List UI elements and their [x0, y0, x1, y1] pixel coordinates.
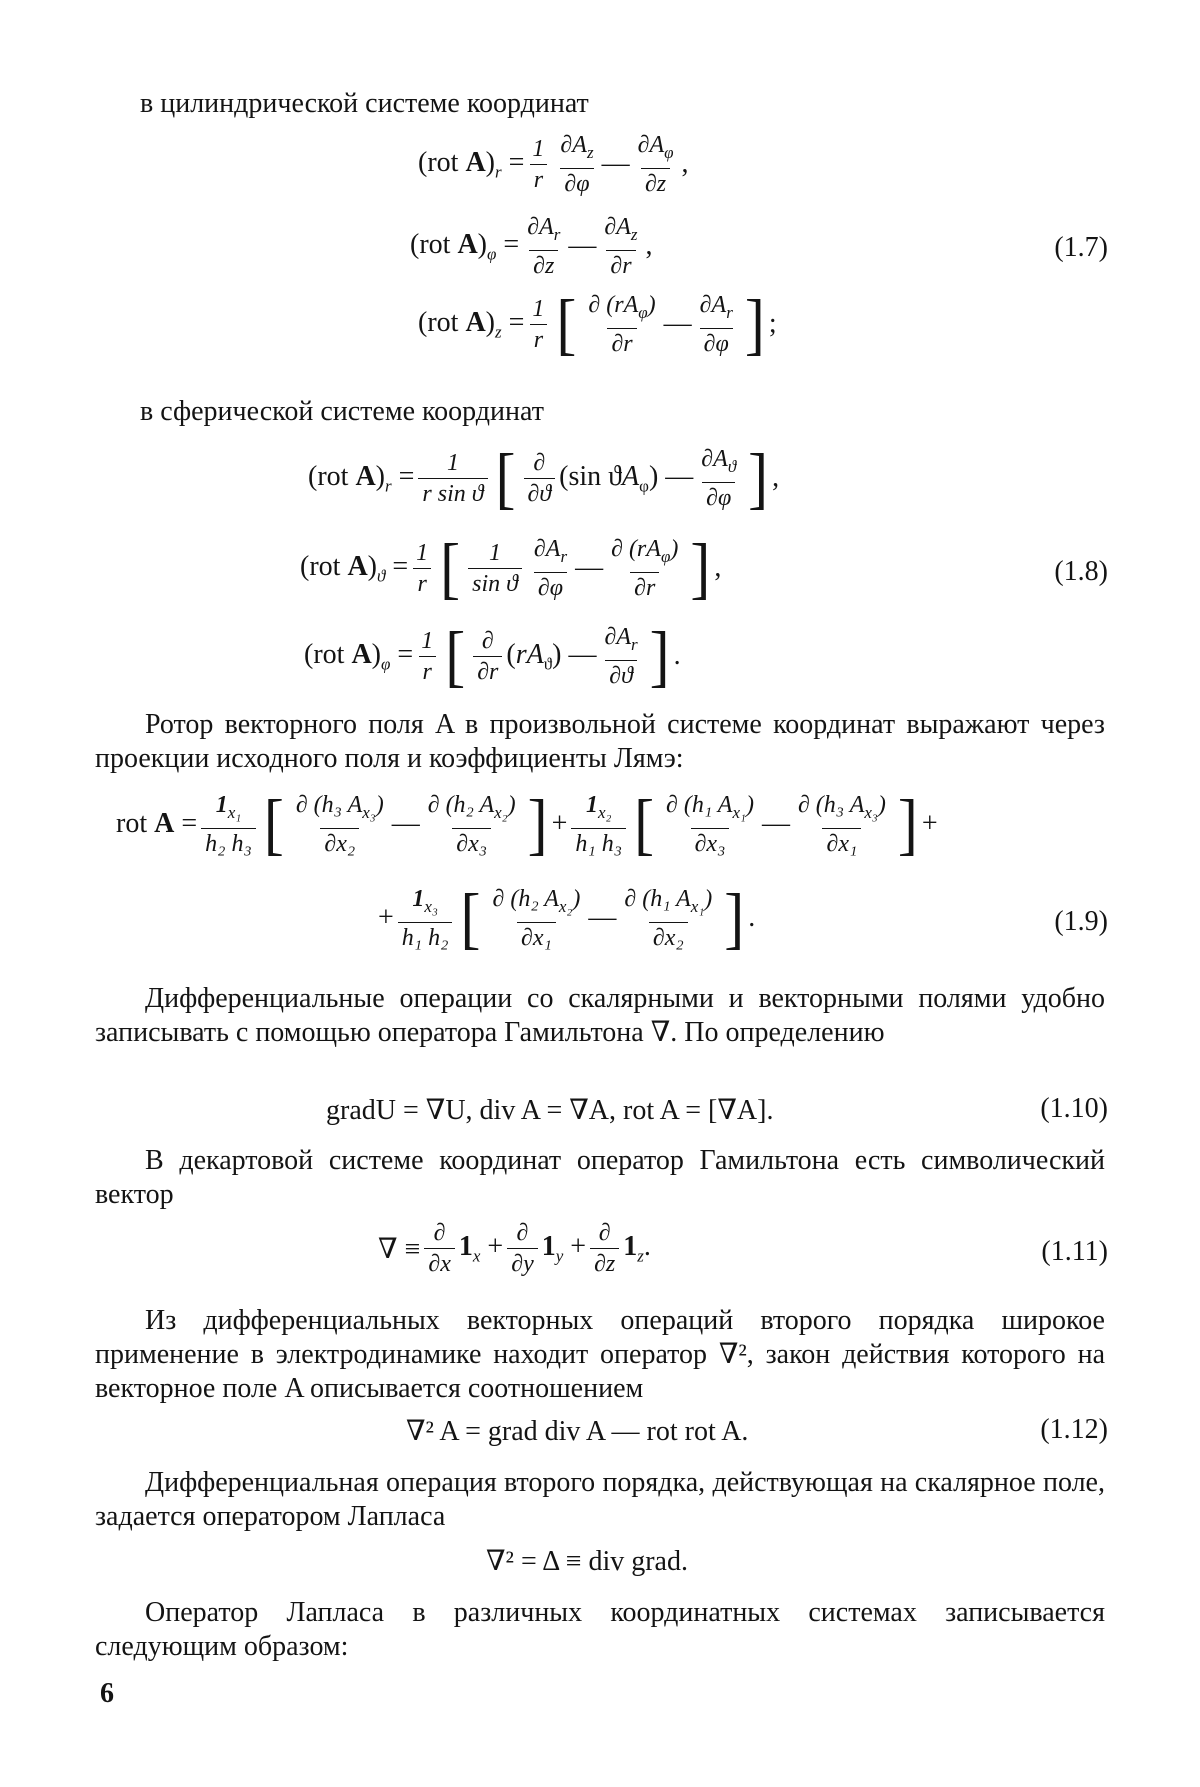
equation-number: (1.12) — [1040, 1414, 1108, 1445]
fraction: $\frac{\partial (h_2 A_{x_2})}{\text{∂x₃}}$ — [427, 792, 516, 857]
paragraph: Оператор Лапласа в различных координатных системах записывается следующим образом: — [95, 1597, 1105, 1662]
eq-lhs: (rot $A)_r$ = — [418, 146, 525, 182]
fraction: $\frac{\partial}{\partial r}$ — [473, 628, 502, 685]
equation-cyl-z: (rot $A)_z$ = $\frac{1}{r}$ [ $\frac{\partial (rA_\varphi)}{\partial r}$ — $\frac{\partial A_r}{\partial\varphi}$ ] ; — [418, 286, 777, 363]
fraction: $\frac{\partial A_r}{\partial z}$ — [527, 214, 561, 279]
eq-lhs: (rot $A)_\varphi$ = — [410, 228, 520, 264]
fraction: $\frac{\partial}{\partial z}$ — [590, 1220, 619, 1277]
fraction: $\frac{\partial (h_2 A_{x_2})}{\text{∂x₁}}$ — [492, 886, 581, 951]
eq-lhs: (rot $A)_ϑ$ = — [300, 550, 409, 586]
equation-sph-theta: (rot $A)_ϑ$ = $\frac{1}{r}$ [ $\frac{1}{\text{sin ϑ}}$ $\frac{\partial A_r}{\partial\varphi}$ — $\frac{\partial (rA_\varphi)}{\partial r}$ ] , — [300, 530, 722, 607]
paragraph: В декартовой системе координат оператор Гамильтона есть символический вектор — [95, 1145, 1105, 1210]
fraction: $\frac{1_{x_2}}{\text{h₁ h₃}}$ — [571, 792, 626, 857]
fraction: $\frac{1}{r}$ — [412, 540, 432, 597]
fraction: $\frac{\partial (h_1 A_{x_1})}{\text{∂x₃}}$ — [666, 792, 754, 857]
equation-1-10: gradU = ∇U, div A = ∇A, rot A = [∇A]. — [326, 1095, 774, 1126]
fraction: $\frac{\partial A_z}{\partial r}$ — [604, 214, 638, 279]
fraction: $\frac{1}{r}$ — [528, 136, 548, 193]
equation-cyl-r: (rot $A)_r$ = $\frac{1}{r}$ $\frac{\partial A_z}{\partial\varphi}$ — $\frac{\partial A_\varphi}{\partial z}$ , — [418, 132, 689, 197]
fraction: $\frac{\partial A_ϑ}{\partial\varphi}$ — [701, 446, 737, 511]
fraction: $\frac{\partial (h_3 A_{x_3})}{\text{∂x₂}}$ — [295, 792, 384, 857]
fraction: $\frac{\partial}{\partial ϑ}$ — [524, 450, 556, 507]
equation-number: (1.8) — [1054, 556, 1108, 587]
fraction: $\frac{\partial}{\partial y}$ — [507, 1220, 538, 1277]
eq-lhs: rot A = — [116, 808, 198, 840]
fraction: $\frac{1}{r}$ — [417, 628, 437, 685]
equation-rot-general: rot A = $\frac{1_{x_1}}{\text{h₂ h₃}}$ [ $\frac{\partial (h_3 A_{x_3})}{\text{∂x₂}}$ — $\frac{\partial (h_2 A_{x_2})}{\text{∂x₃}}$ ] + $\frac{1_{x_2}}{\text{h₁ h₃}}$ [ $\frac{\partial (h_1 A_{x_1})}{\text{∂x₃}}$ — $\frac{\partial (h_3 A_{x_3})}{\text{∂x₁}}$ ] + — [116, 786, 938, 863]
paragraph: Из дифференциальных векторных операций второго порядка широкое применение в электродинамике находит оператор ∇², закон действия которого на векторное поле A описывается соотношением — [95, 1305, 1105, 1404]
fraction: $\frac{\partial A_\varphi}{\partial z}$ — [637, 132, 674, 197]
fraction: $\frac{\partial (rA_\varphi)}{\partial r}$ — [611, 536, 679, 601]
equation-number: (1.7) — [1054, 232, 1108, 263]
equation-rot-general-cont: + $\frac{1_{x_3}}{\text{h₁ h₂}}$ [ $\frac{\partial (h_2 A_{x_2})}{\text{∂x₁}}$ — $\frac{\partial (h_1 A_{x_1})}{\text{∂x₂}}$ ] . — [378, 880, 756, 957]
fraction: $\frac{\partial A_z}{\partial\varphi}$ — [560, 132, 594, 197]
eq-lhs: (rot $A)_r$ = — [308, 460, 415, 496]
fraction: $\frac{\partial (h_3 A_{x_3})}{\text{∂x₁}}$ — [797, 792, 886, 857]
fraction: $\frac{\partial A_r}{\partial ϑ}$ — [604, 624, 638, 689]
paragraph: Ротор векторного поля A в произвольной системе координат выражают через проекции исходного поля и коэффициенты Лямэ: — [95, 709, 1105, 774]
equation-number: (1.11) — [1041, 1236, 1108, 1267]
equation-cyl-phi: (rot $A)_\varphi$ = $\frac{\partial A_r}{\partial z}$ — $\frac{\partial A_z}{\partial r}$ , — [410, 214, 653, 279]
fraction: $\frac{1}{\text{r sin ϑ}}$ — [418, 450, 487, 507]
equation-number: (1.10) — [1040, 1093, 1108, 1124]
fraction: $\frac{1}{r}$ — [528, 296, 548, 353]
fraction: $\frac{\partial (h_1 A_{x_1})}{\text{∂x₂}}$ — [624, 886, 713, 951]
fraction: $\frac{\partial}{\partial x}$ — [424, 1220, 455, 1277]
eq-lhs: (rot $A)_z$ = — [418, 306, 525, 342]
fraction: $\frac{\partial A_r}{\partial\varphi}$ — [533, 536, 568, 601]
equation-1-12: ∇² A = grad div A — rot rot A. — [406, 1416, 749, 1447]
eq-lhs: ∇ ≡ — [378, 1233, 421, 1265]
equation-laplace: ∇² = Δ ≡ div grad. — [486, 1546, 688, 1577]
fraction: $\frac{1_{x_3}}{\text{h₁ h₂}}$ — [398, 886, 453, 951]
page-number: 6 — [100, 1678, 114, 1709]
equation-sph-phi: (rot $A)_\varphi$ = $\frac{1}{r}$ [ $\frac{\partial}{\partial r}$ $(rA_ϑ)$ — $\frac{\partial A_r}{\partial ϑ}$ ] . — [304, 618, 681, 695]
fraction: $\frac{1}{\text{sin ϑ}}$ — [468, 540, 522, 597]
equation-sph-r: (rot $A)_r$ = $\frac{1}{\text{r sin ϑ}}$ [ $\frac{\partial}{\partial ϑ}$ (sin $ϑA_\varphi$) — $\frac{\partial A_ϑ}{\partial\varphi}$ ] , — [308, 440, 780, 517]
equation-1-11: ∇ ≡ $\frac{\partial}{\partial x}$ $1_x$ + $\frac{\partial}{\partial y}$ $1_y$ + $\frac{\partial}{\partial z}$ $1_z$. — [378, 1220, 651, 1277]
eq-lhs: (rot $A)_\varphi$ = — [304, 638, 414, 674]
heading-cylindrical: в цилиндрической системе координат — [140, 88, 589, 119]
paragraph: Дифференциальные операции со скалярными и векторными полями удобно записывать с помощью оператора Гамильтона ∇. По определению — [95, 983, 1105, 1048]
equation-number: (1.9) — [1054, 906, 1108, 937]
fraction: $\frac{1_{x_1}}{\text{h₂ h₃}}$ — [201, 792, 256, 857]
fraction: $\frac{\partial (rA_\varphi)}{\partial r}$ — [588, 292, 656, 357]
paragraph: Дифференциальная операция второго порядка, действующая на скалярное поле, задается оператором Лапласа — [95, 1467, 1105, 1532]
fraction: $\frac{\partial A_r}{\partial\varphi}$ — [699, 292, 733, 357]
heading-spherical: в сферической системе координат — [140, 396, 544, 427]
